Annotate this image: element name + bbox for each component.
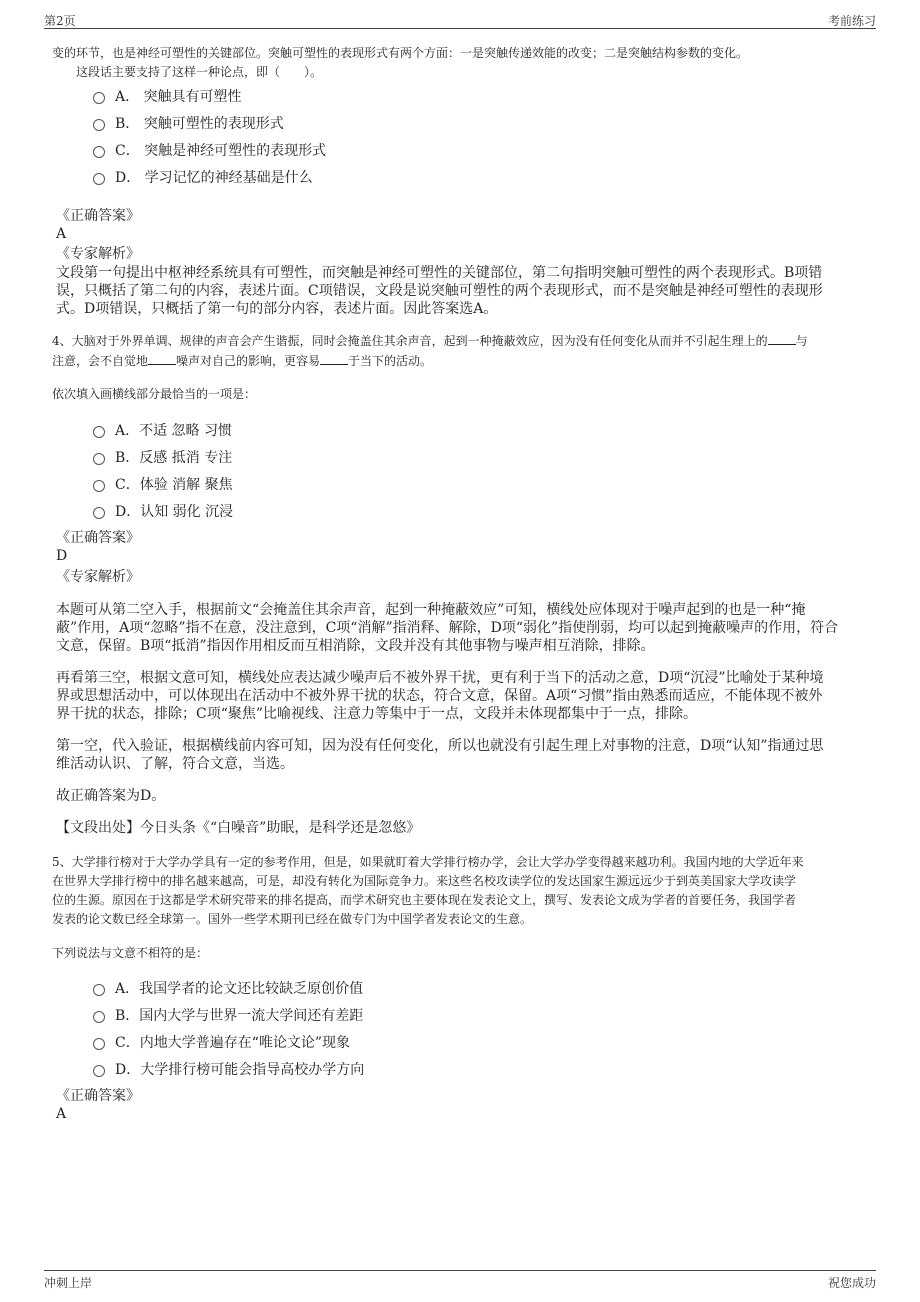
q3-answer: A xyxy=(56,226,67,242)
radio-icon[interactable] xyxy=(93,173,105,185)
blank-line xyxy=(148,352,176,365)
option-label: C． 突触是神经可塑性的表现形式 xyxy=(115,143,327,159)
q3-passage: 变的环节，也是神经可塑性的关键部位。突触可塑性的表现形式有两个方面：一是突触传递效能的改变；二是突触结构参数的变化。 xyxy=(52,46,749,60)
footer-right: 祝您成功 xyxy=(827,1276,876,1290)
q3-analysis-line: 误，只概括了第二句的内容，表述片面。C项错误，文段是说突触可塑性的两个表现形式，而不是突触是神经可塑性的表现形 xyxy=(56,283,823,299)
q5-stem: 下列说法与文意不相符的是： xyxy=(52,946,209,960)
radio-icon[interactable] xyxy=(93,1011,105,1023)
option-label: D．大学排行榜可能会指导高校办学方向 xyxy=(115,1062,365,1078)
radio-icon[interactable] xyxy=(93,453,105,465)
q5-answer: A xyxy=(56,1106,67,1122)
q5-passage-line: 5、大学排行榜对于大学办学具有一定的参考作用，但是，如果就盯着大学排行榜办学，会让大学办学变得越来越功利。我国内地的大学近年来 xyxy=(52,855,804,869)
radio-icon[interactable] xyxy=(93,984,105,996)
q4-passage-line2: 注意，会不自觉地 噪声对自己的影响，更容易 于当下的活动。 xyxy=(52,354,433,368)
q4-analysis-line: 界干扰的状态，排除；C项“聚焦”比喻视线、注意力等集中于一点，文段并未体现都集中于一点，排除。 xyxy=(56,706,698,722)
page-header xyxy=(44,12,876,29)
q3-option-b[interactable] xyxy=(93,113,284,133)
q4-passage-line1: 4、大脑对于外界单调、规律的声音会产生谐振，同时会掩盖住其余声音，起到一种掩蔽效应，因为没有任何变化从而并不引起生理上的 与 xyxy=(52,334,808,348)
q4-answer-label: 《正确答案》 xyxy=(56,530,140,546)
q4-option-c[interactable] xyxy=(93,474,233,494)
option-label: D．认知 弱化 沉浸 xyxy=(115,504,234,520)
q3-analysis-label: 《专家解析》 xyxy=(56,246,140,262)
option-label: C．体验 消解 聚焦 xyxy=(115,477,233,493)
q5-passage-line: 发表的论文数已经全球第一。国外一些学术期刊已经在做专门为中国学者发表论文的生意。 xyxy=(52,912,533,926)
q4-stem: 依次填入画横线部分最恰当的一项是： xyxy=(52,387,257,401)
q3-option-c[interactable] xyxy=(93,140,326,160)
q3-stem: 这段话主要支持了这样一种论点，即（ ）。 xyxy=(76,65,323,79)
blank-line xyxy=(320,352,348,365)
radio-icon[interactable] xyxy=(93,146,105,158)
radio-icon[interactable] xyxy=(93,92,105,104)
q4-option-b[interactable] xyxy=(93,447,232,467)
q3-analysis-line: 文段第一句提出中枢神经系统具有可塑性，而突触是神经可塑性的关键部位，第二句指明突触可塑性的两个表现形式。B项错 xyxy=(56,265,823,281)
q5-passage-line: 在世界大学排行榜中的排名越来越高，可是，却没有转化为国际竞争力。来这些名校攻读学位的发达国家生源远远少于到英美国家大学攻读学 xyxy=(52,874,797,888)
option-label: C．内地大学普遍存在“唯论文论”现象 xyxy=(115,1035,351,1051)
option-label: D． 学习记忆的神经基础是什么 xyxy=(115,170,313,186)
q3-option-a[interactable] xyxy=(93,86,242,106)
q5-option-b[interactable] xyxy=(93,1005,363,1025)
q3-option-d[interactable] xyxy=(93,167,313,187)
radio-icon[interactable] xyxy=(93,426,105,438)
q5-option-a[interactable] xyxy=(93,978,363,998)
q5-option-d[interactable] xyxy=(93,1059,364,1079)
q5-passage-line: 位的生源。原因在于这都是学术研究带来的排名提高，而学术研究也主要体现在发表论文上，撰写、发表论文成为学者的首要任务，我国学者 xyxy=(52,893,797,907)
radio-icon[interactable] xyxy=(93,1065,105,1077)
option-label: B．国内大学与世界一流大学间还有差距 xyxy=(115,1008,364,1024)
radio-icon[interactable] xyxy=(93,507,105,519)
radio-icon[interactable] xyxy=(93,1038,105,1050)
radio-icon[interactable] xyxy=(93,119,105,131)
option-label: B．反感 抵消 专注 xyxy=(115,450,233,466)
blank-line xyxy=(768,332,796,345)
q4-conclusion: 故正确答案为D。 xyxy=(56,788,166,804)
option-label: A．不适 忽略 习惯 xyxy=(115,423,233,439)
q4-option-d[interactable] xyxy=(93,501,233,521)
header-title: 考前练习 xyxy=(827,14,876,28)
q4-answer: D xyxy=(56,548,68,564)
q4-analysis-label: 《专家解析》 xyxy=(56,569,140,585)
q4-analysis-line: 文意，保留。B项“抵消”指因作用相反而互相消除，文段并没有其他事物与噪声相互消除，排除。 xyxy=(56,638,655,654)
footer-left: 冲刺上岸 xyxy=(44,1276,93,1290)
q4-analysis-line: 蔽”作用，A项“忽略”指不在意，没注意到，C项“消解”指消释、解除，D项“弱化”指使削弱，均可以起到掩蔽噪声的作用，符合 xyxy=(56,620,839,636)
q4-analysis-line: 维活动认识、了解，符合文意，当选。 xyxy=(56,756,294,772)
q4-analysis-line: 第一空，代入验证，根据横线前内容可知，因为没有任何变化，所以也就没有引起生理上对事物的注意，D项“认知”指通过思 xyxy=(56,738,824,754)
q3-answer-label: 《正确答案》 xyxy=(56,208,140,224)
option-label: B． 突触可塑性的表现形式 xyxy=(115,116,284,132)
page-number: 第2页 xyxy=(44,14,76,28)
q4-analysis-line: 再看第三空，根据文意可知，横线处应表达减少噪声后不被外界干扰，更有利于当下的活动之意，D项“沉浸”比喻处于某种境 xyxy=(56,670,824,686)
q4-source: 【文段出处】今日头条《“白噪音”助眠，是科学还是忽悠》 xyxy=(56,820,421,836)
q5-answer-label: 《正确答案》 xyxy=(56,1088,140,1104)
page-footer xyxy=(44,1270,876,1288)
q3-analysis-line: 式。D项错误，只概括了第一句的部分内容，表述片面。因此答案选A。 xyxy=(56,301,498,317)
q5-option-c[interactable] xyxy=(93,1032,350,1052)
radio-icon[interactable] xyxy=(93,480,105,492)
q4-analysis-line: 本题可从第二空入手，根据前文“会掩盖住其余声音，起到一种掩蔽效应”可知，横线处应体现对于噪声起到的也是一种“掩 xyxy=(56,602,806,618)
q4-analysis-line: 界或思想活动中，可以体现出在活动中不被外界干扰的状态，符合文意，保留。A项“习惯”指由熟悉而适应，不能体现不被外 xyxy=(56,688,823,704)
option-label: A． 突触具有可塑性 xyxy=(115,89,242,105)
q4-option-a[interactable] xyxy=(93,420,232,440)
option-label: A．我国学者的论文还比较缺乏原创价值 xyxy=(115,981,364,997)
